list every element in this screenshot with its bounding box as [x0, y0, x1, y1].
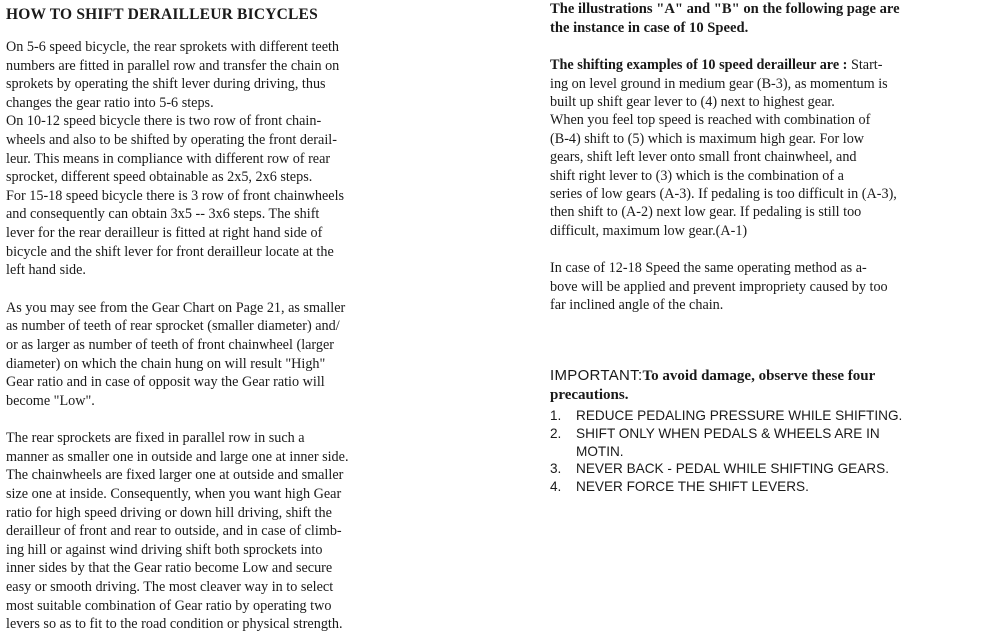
- text-line: then shift to (A-2) next low gear. If pedaling is still too: [550, 204, 862, 221]
- text-line: lever for the rear derailleur is fitted at right hand side of: [6, 224, 323, 241]
- important-label: IMPORTANT:: [550, 367, 643, 385]
- precaution-item: [550, 478, 990, 496]
- text-line: the instance in case of 10 Speed.: [550, 19, 749, 36]
- text-line: far inclined angle of the chain.: [550, 297, 724, 314]
- paragraph-gear-steps: [6, 38, 446, 280]
- text-line: become "Low".: [6, 392, 95, 409]
- text-line: sprocket, different speed obtainable as 2x5, 2x6 steps.: [6, 169, 313, 186]
- text-line: and consequently can obtain 3x5 -- 3x6 steps. The shift: [6, 206, 320, 223]
- text-line: shift right lever to (3) which is the combination of a: [550, 167, 844, 184]
- important-section: [550, 366, 990, 495]
- text-line: size one at inside. Consequently, when you want high Gear: [6, 486, 342, 503]
- paragraph-sprocket-arrangement: [6, 429, 446, 634]
- text-line: As you may see from the Gear Chart on Page 21, as smaller: [6, 299, 346, 316]
- precaution-number: 3.: [550, 461, 562, 477]
- text-line: Gear ratio and in case of opposit way the Gear ratio will: [6, 374, 325, 391]
- precaution-item: [550, 460, 990, 478]
- precautions-list: [550, 407, 990, 495]
- text-line: The chainwheels are fixed larger one at outside and smaller: [6, 467, 344, 484]
- important-text-continued: precautions.: [550, 387, 629, 404]
- paragraph-gear-chart: [6, 299, 446, 411]
- precaution-text: NEVER FORCE THE SHIFT LEVERS.: [576, 478, 809, 494]
- precaution-item: [550, 407, 990, 425]
- precaution-item: [550, 425, 990, 460]
- left-column: [6, 0, 446, 634]
- shifting-examples-body: [550, 75, 990, 241]
- shifting-examples: [550, 56, 990, 240]
- text-line: series of low gears (A-3). If pedaling is too difficult in (A-3),: [550, 186, 897, 203]
- text-line: bicycle and the shift lever for front derailleur locate at the: [6, 243, 334, 260]
- important-text: To avoid damage, observe these four: [642, 368, 876, 385]
- shifting-examples-heading: The shifting examples of 10 speed derailleur are :: [550, 57, 848, 74]
- text-line: inner sides by that the Gear ratio become Low and secure: [6, 560, 333, 577]
- text-line: difficult, maximum low gear.(A-1): [550, 222, 748, 239]
- text-line: easy or smooth driving. The most cleaver way in to select: [6, 579, 334, 596]
- right-column: [550, 0, 990, 495]
- text-line: ing on level ground in medium gear (B-3), as momentum is: [550, 75, 888, 92]
- shifting-examples-first: Start-: [850, 57, 883, 74]
- precaution-text: SHIFT ONLY WHEN PEDALS & WHEELS ARE IN MOTIN.: [576, 426, 880, 459]
- precaution-number: 2.: [550, 426, 562, 442]
- text-line: derailleur of front and rear to outside, and in case of climb-: [6, 523, 342, 540]
- text-line: sprokets by operating the shift lever during driving, thus: [6, 76, 326, 93]
- text-line: (B-4) shift to (5) which is maximum high gear. For low: [550, 130, 865, 147]
- text-line: wheels and also to be shifted by operating the front derail-: [6, 131, 337, 148]
- text-line: When you feel top speed is reached with combination of: [550, 112, 871, 129]
- text-line: The illustrations "A" and "B" on the following page are: [550, 1, 900, 17]
- text-line: diameter) on which the chain hung on will result "High": [6, 355, 326, 372]
- text-line: as number of teeth of rear sprocket (smaller diameter) and/: [6, 318, 340, 335]
- text-line: changes the gear ratio into 5-6 steps.: [6, 94, 214, 111]
- text-line: On 10-12 speed bicycle there is two row of front chain-: [6, 113, 322, 130]
- page-title: HOW TO SHIFT DERAILLEUR BICYCLES: [6, 6, 318, 23]
- text-line: ratio for high speed driving or down hill driving, shift the: [6, 504, 332, 521]
- precaution-number: 4.: [550, 478, 562, 494]
- text-line: The rear sprockets are fixed in parallel row in such a: [6, 430, 305, 447]
- text-line: leur. This means in compliance with different row of rear: [6, 150, 331, 167]
- text-line: On 5-6 speed bicycle, the rear sprokets with different teeth: [6, 39, 340, 55]
- important-heading: [550, 366, 990, 386]
- text-line: gears, shift left lever onto small front chainwheel, and: [550, 149, 857, 166]
- text-line: manner as smaller one in outside and large one at inner side.: [6, 448, 349, 465]
- text-line: For 15-18 speed bicycle there is 3 row of front chainwheels: [6, 187, 345, 204]
- precaution-text: REDUCE PEDALING PRESSURE WHILE SHIFTING.: [576, 408, 903, 424]
- text-line: In case of 12-18 Speed the same operating method as a-: [550, 260, 867, 277]
- text-line: levers so as to fit to the road condition or physical strength.: [6, 616, 343, 633]
- text-line: or as larger as number of teeth of front chainwheel (larger: [6, 336, 335, 353]
- text-line: bove will be applied and prevent impropriety caused by too: [550, 278, 888, 295]
- text-line: numbers are fitted in parallel row and transfer the chain on: [6, 57, 340, 74]
- precaution-number: 1.: [550, 408, 562, 424]
- text-line: left hand side.: [6, 262, 86, 279]
- text-line: ing hill or against wind driving shift both sprockets into: [6, 541, 323, 558]
- case-12-18-speed: [550, 259, 990, 314]
- precaution-text: NEVER BACK - PEDAL WHILE SHIFTING GEARS.: [576, 461, 889, 477]
- text-line: most suitable combination of Gear ratio by operating two: [6, 597, 332, 614]
- illustrations-note: [550, 0, 990, 37]
- text-line: built up shift gear lever to (4) next to highest gear.: [550, 94, 835, 110]
